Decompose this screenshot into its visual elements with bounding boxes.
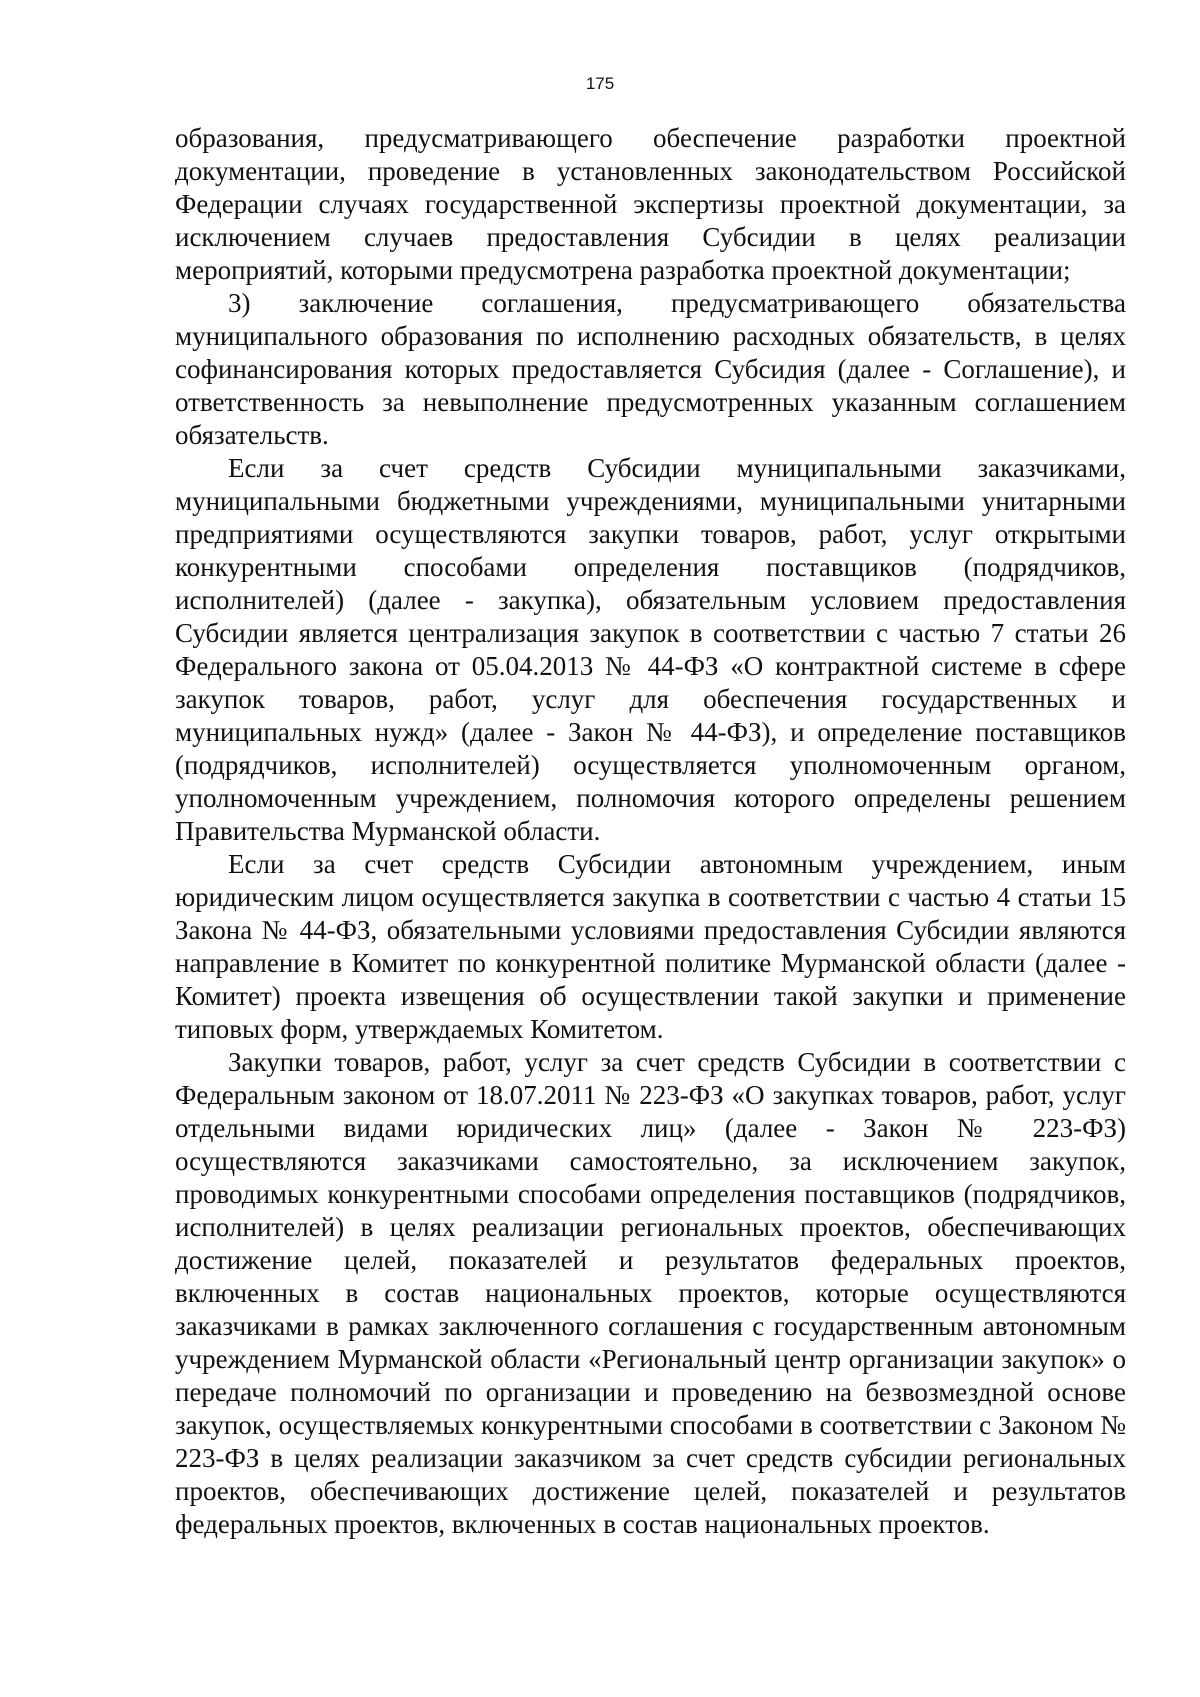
page-number: 175 [585,74,615,93]
paragraph-continuation: образования, предусматривающего обеспечение разработки проектной документации, проведение в установленных законодательством Российской Федерации случаях государственной экспертизы проектной документации, за исключением случаев предоставления Субсидии в целях реализации мероприятий, которыми предусмотрена разработка проектной документации; [175,123,1126,285]
paragraph-item-3: 3) заключение соглашения, предусматривающего обязательства муниципального образования по исполнению расходных обязательств, в целях софинансирования которых предоставляется Субсидия (далее - Соглашение), и ответственность за невыполнение предусмотренных указанным соглашением обязательств. [175,288,1126,450]
paragraph-municipal-procurement: Если за счет средств Субсидии муниципальными заказчиками, муниципальными бюджетными учреждениями, муниципальными унитарными предприятиями осуществляются закупки товаров, работ, услуг открытыми конкурентными способами определения поставщиков (подрядчиков, исполнителей) (далее - закупка), обязательным условием предоставления Субсидии является централизация закупок в соответствии с частью 7 статьи 26 Федерального закона от 05.04.2013 № 44-ФЗ «О контрактной системе в сфере закупок товаров, работ, услуг для обеспечения государственных и муниципальных нужд» (далее - Закон № 44-ФЗ), и определение поставщиков (подрядчиков, исполнителей) осуществляется уполномоченным органом, уполномоченным учреждением, полномочия которого определены решением Правительства Мурманской области. [175,453,1126,846]
paragraph-223-fz-procurement: Закупки товаров, работ, услуг за счет средств Субсидии в соответствии с Федеральным законом от 18.07.2011 № 223-ФЗ «О закупках товаров, работ, услуг отдельными видами юридических лиц» (далее - Закон № 223-ФЗ) осуществляются заказчиками самостоятельно, за исключением закупок, проводимых конкурентными способами определения поставщиков (подрядчиков, исполнителей) в целях реализации региональных проектов, обеспечивающих достижение целей, показателей и результатов федеральных проектов, включенных в состав национальных проектов, которые осуществляются заказчиками в рамках заключенного соглашения с государственным автономным учреждением Мурманской области «Региональный центр организации закупок» о передаче полномочий по организации и проведению на безвозмездной основе закупок, осуществляемых конкурентными способами в соответствии с Законом № 223-ФЗ в целях реализации заказчиком за счет средств субсидии региональных проектов, обеспечивающих достижение целей, показателей и результатов федеральных проектов, включенных в состав национальных проектов. [175,1047,1126,1539]
paragraph-autonomous-procurement: Если за счет средств Субсидии автономным учреждением, иным юридическим лицом осуществляется закупка в соответствии с частью 4 статьи 15 Закона № 44-ФЗ, обязательными условиями предоставления Субсидии являются направление в Комитет по конкурентной политике Мурманской области (далее - Комитет) проекта извещения об осуществлении такой закупки и применение типовых форм, утверждаемых Комитетом. [175,849,1126,1044]
document-body [175,122,1126,1541]
